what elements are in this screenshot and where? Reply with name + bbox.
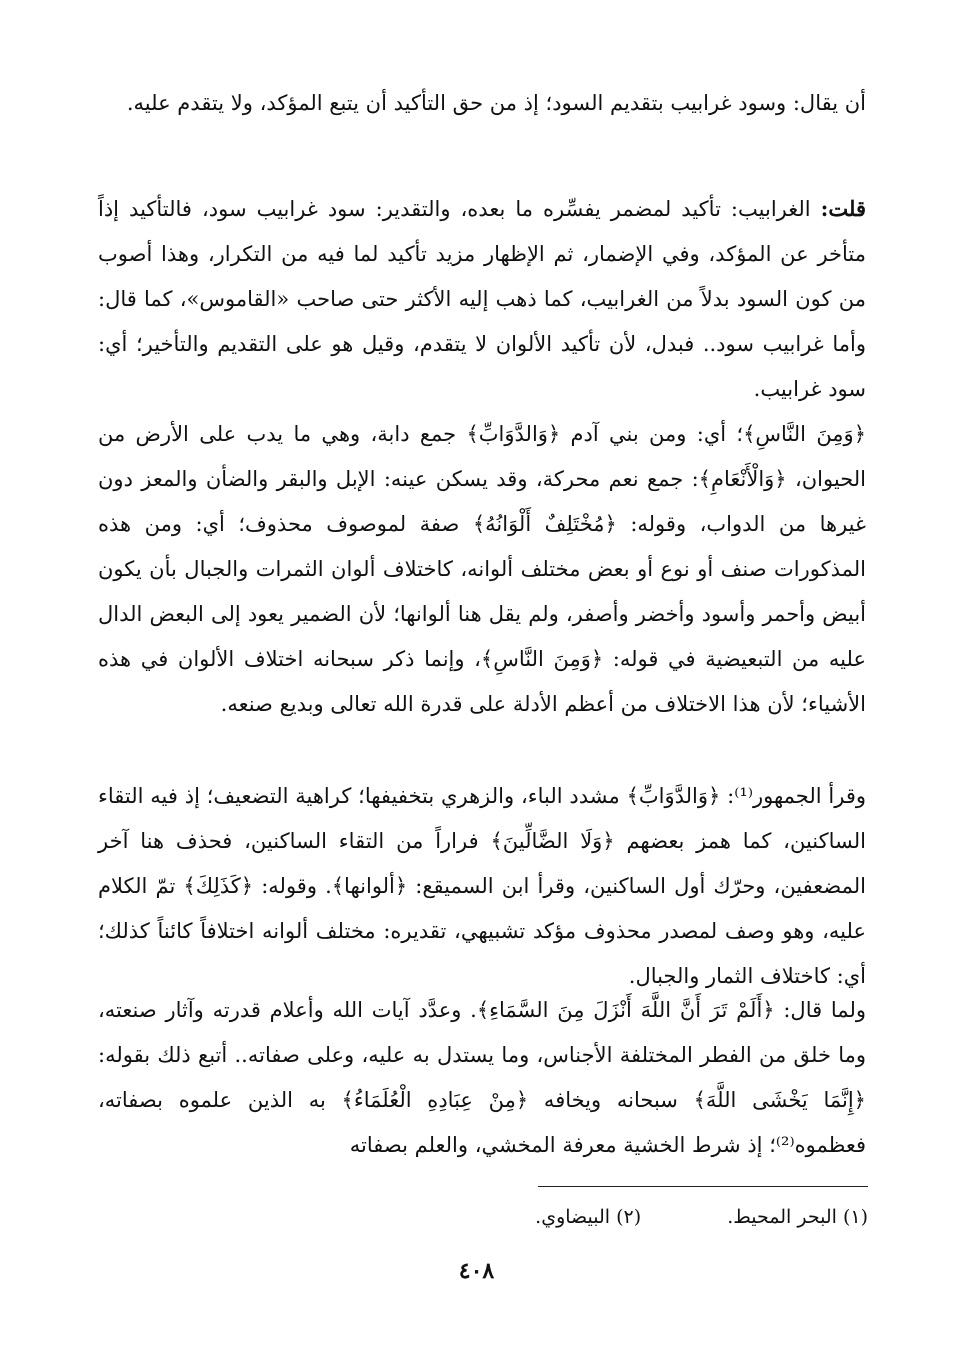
paragraph-2-text: الغرابيب: تأكيد لمضمر يفسِّره ما بعده، والتقدير: سود غرابيب سود، فالتأكيد إذاً متأخر عن المؤكد، وفي الإضمار، ثم الإظهار مزيد تأكيد لما فيه من التكرار، وهذا أصوب من كون السود بدلاً من الغرابيب، كما ذهب إليه الأكثر حتى صاحب «القاموس»، كما قال: وأما غرابيب سود.. فبدل، لأن تأكيد الألوان لا يتقدم، وقيل هو على التقديم والتأخير؛ أي: سود غرابيب. bbox=[98, 197, 866, 401]
paragraph-4 bbox=[98, 773, 866, 999]
paragraph-1-text: أن يقال: وسود غرابيب بتقديم السود؛ إذ من حق التأكيد أن يتبع المؤكد، ولا يتقدم عليه. bbox=[126, 91, 866, 115]
footnote-separator bbox=[538, 1186, 868, 1187]
page-number: ٤٠٨ bbox=[458, 1258, 495, 1284]
paragraph-2-lead: قلت: bbox=[820, 196, 866, 221]
paragraph-1 bbox=[98, 80, 866, 126]
paragraph-4-text: وقرأ الجمهور⁽¹⁾: ﴿وَالدَّوَابِّ﴾ مشدد الباء، والزهري بتخفيفها؛ كراهية التضعيف؛ إذ فيه التقاء الساكنين، كما همز بعضهم ﴿وَلَا الضَّالِّينَ﴾ فراراً من التقاء الساكنين، فحذف هنا آخر المضعفين، وحرّك أول الساكنين، وقرأ ابن السميقع: ﴿ألوانها﴾. وقوله: ﴿كَذَلِكَ﴾ تمّ الكلام عليه، وهو وصف لمصدر محذوف مؤكد تشبيهي، تقديره: مختلف ألوانه اختلافاً كائناً كذلك؛ أي: كاختلاف الثمار والجبال. bbox=[98, 784, 866, 988]
paragraph-3 bbox=[98, 411, 866, 727]
footnotes bbox=[300, 1200, 868, 1234]
footnote-2: (٢) البيضاوي. bbox=[535, 1206, 642, 1228]
paragraph-2 bbox=[98, 186, 866, 412]
paragraph-3-text: ﴿وَمِنَ النَّاسِ﴾؛ أي: ومن بني آدم ﴿وَالدَّوَابِّ﴾ جمع دابة، وهي ما يدب على الأرض من الحيوان، ﴿وَالْأَنْعَامِ﴾: جمع نعم محركة، وقد يسكن عينه: الإبل والبقر والضأن والمعز دون غيرها من الدواب، وقوله: ﴿مُخْتَلِفٌ أَلْوَانُهُ﴾ صفة لموصوف محذوف؛ أي: ومن هذه المذكورات صنف أو نوع أو بعض مختلف ألوانه، كاختلاف ألوان الثمرات والجبال بأن يكون أبيض وأحمر وأسود وأخضر وأصفر، ولم يقل هنا ألوانها؛ لأن الضمير يعود إلى البعض الدال عليه من التبعيضية في قوله: ﴿وَمِنَ النَّاسِ﴾، وإنما ذكر سبحانه اختلاف الألوان في هذه الأشياء؛ لأن هذا الاختلاف من أعظم الأدلة على قدرة الله تعالى وبديع صنعه. bbox=[98, 422, 866, 716]
paragraph-5-text: ولما قال: ﴿أَلَمْ تَرَ أَنَّ اللَّهَ أَنْزَلَ مِنَ السَّمَاءِ﴾. وعدَّد آيات الله وأعلام قدرته وآثار صنعته، وما خلق من الفطر المختلفة الأجناس، وما يستدل به عليه، وعلى صفاته.. أتبع ذلك بقوله: ﴿إِنَّمَا يَخْشَى اللَّهَ﴾ سبحانه ويخافه ﴿مِنْ عِبَادِهِ الْعُلَمَاءُ﴾ به الذين علموه بصفاته، فعظموه⁽²⁾؛ إذ شرط الخشية معرفة المخشي، والعلم بصفاته bbox=[98, 998, 866, 1157]
paragraph-5 bbox=[98, 987, 866, 1168]
footnote-1: (١) البحر المحيط. bbox=[727, 1206, 868, 1228]
